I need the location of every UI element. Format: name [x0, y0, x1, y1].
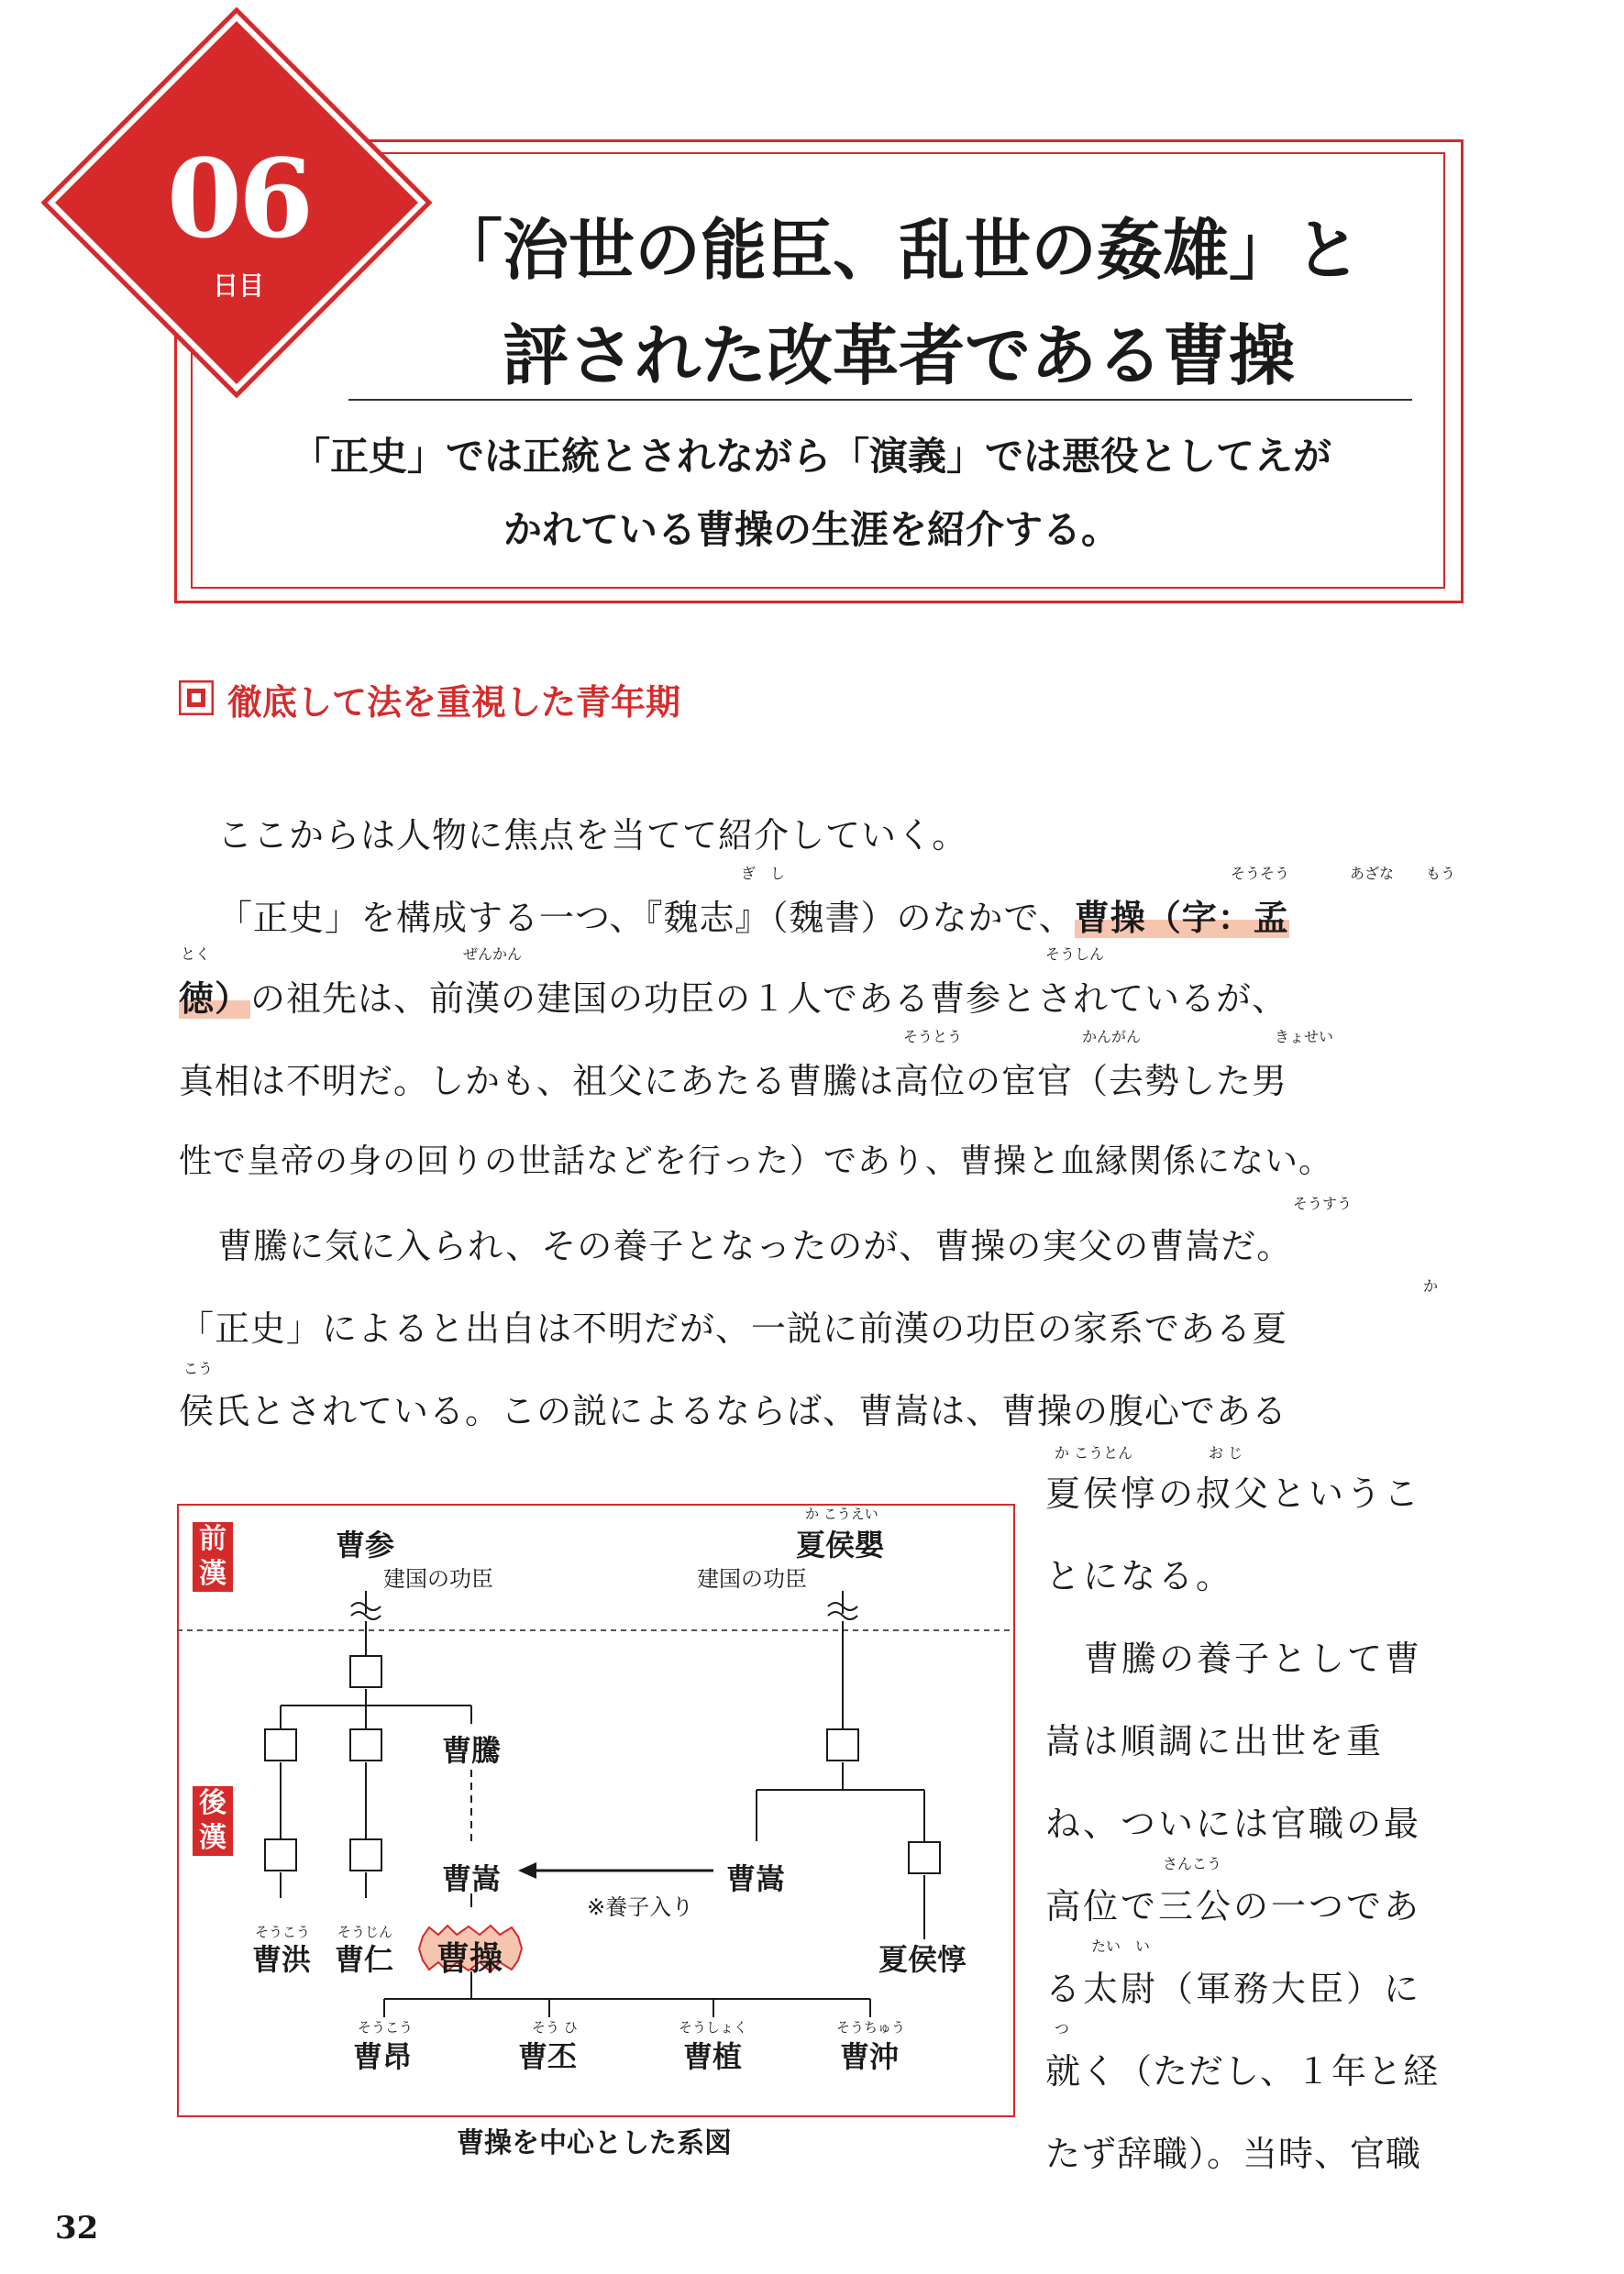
day-number: 06: [166, 135, 311, 262]
narrow-line-9: たず辞職）。当時、官職: [1045, 2134, 1422, 2174]
body-line-6: 曹騰に気に入られ、その養子となったのが、曹操の実父の曹嵩だ。: [217, 1226, 1293, 1266]
ruby-xiahou-ying: か こうえい: [805, 1506, 878, 1522]
narrow-line-8: 就く（ただし、１年と経: [1045, 2051, 1440, 2092]
node-cao-zhi: 曹植: [683, 2039, 743, 2074]
ruby-soushin: そうしん: [1045, 945, 1105, 963]
ruby-tsu: つ: [1055, 2020, 1070, 2037]
body-line-4: 真相は不明だ。しかも、祖父にあたる曹騰は高位の宦官（去勢した男: [179, 1061, 1288, 1101]
node-cao-cao: 曹操: [436, 1940, 503, 1978]
highlight-cao-cao: 曹操（字：孟: [1074, 898, 1289, 938]
node-cao-ang: 曹昂: [353, 2039, 413, 2074]
ruby-cao-chong: そうちゅう: [836, 2019, 906, 2036]
era-later-han-label: 後漢: [199, 1787, 226, 1854]
chapter-title-line1: 「治世の能臣、乱世の姦雄」と: [436, 211, 1361, 289]
node-cao-pi: 曹丕: [518, 2039, 578, 2074]
ruby-kyosei: きょせい: [1275, 1028, 1334, 1045]
subtitle-line1: 「正史」では正統とされながら「演義」では悪役としてえが: [291, 434, 1331, 479]
era-former-han: [193, 1522, 233, 1592]
subtitle-line2: かれている曹操の生涯を紹介する。: [503, 507, 1120, 552]
node-cao-hong: 曹洪: [252, 1942, 312, 1977]
era-former-han-label: 前漢: [199, 1523, 226, 1590]
ruby-kou: こう: [183, 1360, 214, 1377]
node-cao-song-adopted: 曹嵩: [442, 1861, 502, 1896]
chapter-title-line2: 評された改革者である曹操: [502, 316, 1295, 394]
section-heading: 徹底して法を重視した青年期: [227, 682, 681, 723]
narrow-line-4: 嵩は順調に出世を重: [1045, 1721, 1385, 1761]
ruby-sousuu: そうすう: [1293, 1195, 1353, 1212]
ruby-ka: か: [1423, 1277, 1439, 1295]
ruby-azana: あざな: [1350, 865, 1395, 882]
ruby-sankou: さんこう: [1163, 1855, 1222, 1872]
ruby-kakouton: か こうとん: [1055, 1444, 1133, 1462]
body-line-8: 侯氏とされている。この説によるならば、曹嵩は、曹操の腹心である: [179, 1391, 1288, 1431]
diagram-caption: 曹操を中心とした系図: [457, 2127, 732, 2159]
narrow-line-6: 高位で三公の一つであ: [1045, 1886, 1422, 1926]
ruby-oji: お じ: [1209, 1444, 1243, 1462]
era-later-han: [193, 1786, 233, 1856]
body-line-7: 「正史」によると出自は不明だが、一説に前漢の功臣の家系である夏: [179, 1308, 1288, 1349]
ruby-gishi: ぎ し: [741, 865, 786, 882]
body-line-3: [179, 970, 1287, 1021]
narrow-line-1: 夏侯惇の叔父というこ: [1045, 1474, 1422, 1514]
node-cao-song-birth: 曹嵩: [726, 1861, 786, 1896]
body-line-5: 性で皇帝の身の回りの世話などを行った）であり、曹操と血縁関係にない。: [179, 1143, 1333, 1180]
title-divider: [348, 399, 1412, 401]
node-cao-teng: 曹騰: [442, 1733, 502, 1768]
ruby-cao-pi: そう ひ: [532, 2019, 578, 2036]
highlight-toku: 徳）: [179, 978, 251, 1019]
node-cao-chong: 曹沖: [840, 2039, 900, 2074]
section-marker-icon: [179, 680, 214, 715]
narrow-line-5: ね、ついには官職の最: [1045, 1804, 1422, 1844]
ruby-kangan: かんがん: [1082, 1028, 1142, 1045]
node-unknown-4: [826, 1728, 859, 1761]
narrow-line-3: 曹騰の養子として曹: [1084, 1639, 1423, 1679]
ruby-taii: たい い: [1091, 1937, 1151, 1955]
node-unknown-6: [349, 1838, 382, 1871]
node-unknown-7: [908, 1841, 941, 1874]
node-unknown-2: [264, 1728, 297, 1761]
ruby-sousou: そうそう: [1231, 865, 1290, 882]
body-line-1: ここからは人物に焦点を当てて紹介していく。: [217, 815, 968, 856]
node-xiahou-ying-note: 建国の功臣: [697, 1566, 807, 1592]
node-cao-shen-note: 建国の功臣: [383, 1566, 493, 1592]
body-line-2: [217, 889, 1289, 940]
node-unknown-5: [264, 1838, 297, 1871]
ruby-mou: もう: [1426, 865, 1456, 882]
ruby-zenkan: ぜんかん: [463, 945, 523, 963]
body-line-3-text: の祖先は、前漢の建国の功臣の１人である曹参とされているが、: [250, 978, 1288, 1019]
ruby-cao-ren: そうじん: [337, 1924, 393, 1940]
node-unknown-1: [349, 1655, 382, 1688]
narrow-line-2: とになる。: [1045, 1556, 1234, 1596]
node-cao-shen: 曹参: [336, 1528, 395, 1562]
page-number: 32: [55, 2210, 99, 2246]
ruby-toku: とく: [181, 945, 211, 963]
ruby-cao-hong: そうこう: [255, 1924, 311, 1940]
node-xiahou-ying: 夏侯嬰: [796, 1528, 885, 1562]
body-line-2-text: 「正史」を構成する一つ、『魏志』（魏書）のなかで、: [217, 898, 1075, 938]
adoption-note: ※養子入り: [587, 1894, 694, 1920]
ruby-cao-ang: そうこう: [358, 2019, 414, 2036]
node-xiahou-dun: 夏侯惇: [878, 1942, 967, 1977]
ruby-soutou: そうとう: [903, 1028, 963, 1045]
node-unknown-3: [349, 1728, 382, 1761]
node-cao-ren: 曹仁: [335, 1942, 394, 1977]
narrow-line-7: る太尉（軍務大臣）に: [1045, 1969, 1422, 2009]
ruby-cao-zhi: そうしょく: [679, 2019, 748, 2036]
day-unit: 日目: [212, 270, 264, 301]
